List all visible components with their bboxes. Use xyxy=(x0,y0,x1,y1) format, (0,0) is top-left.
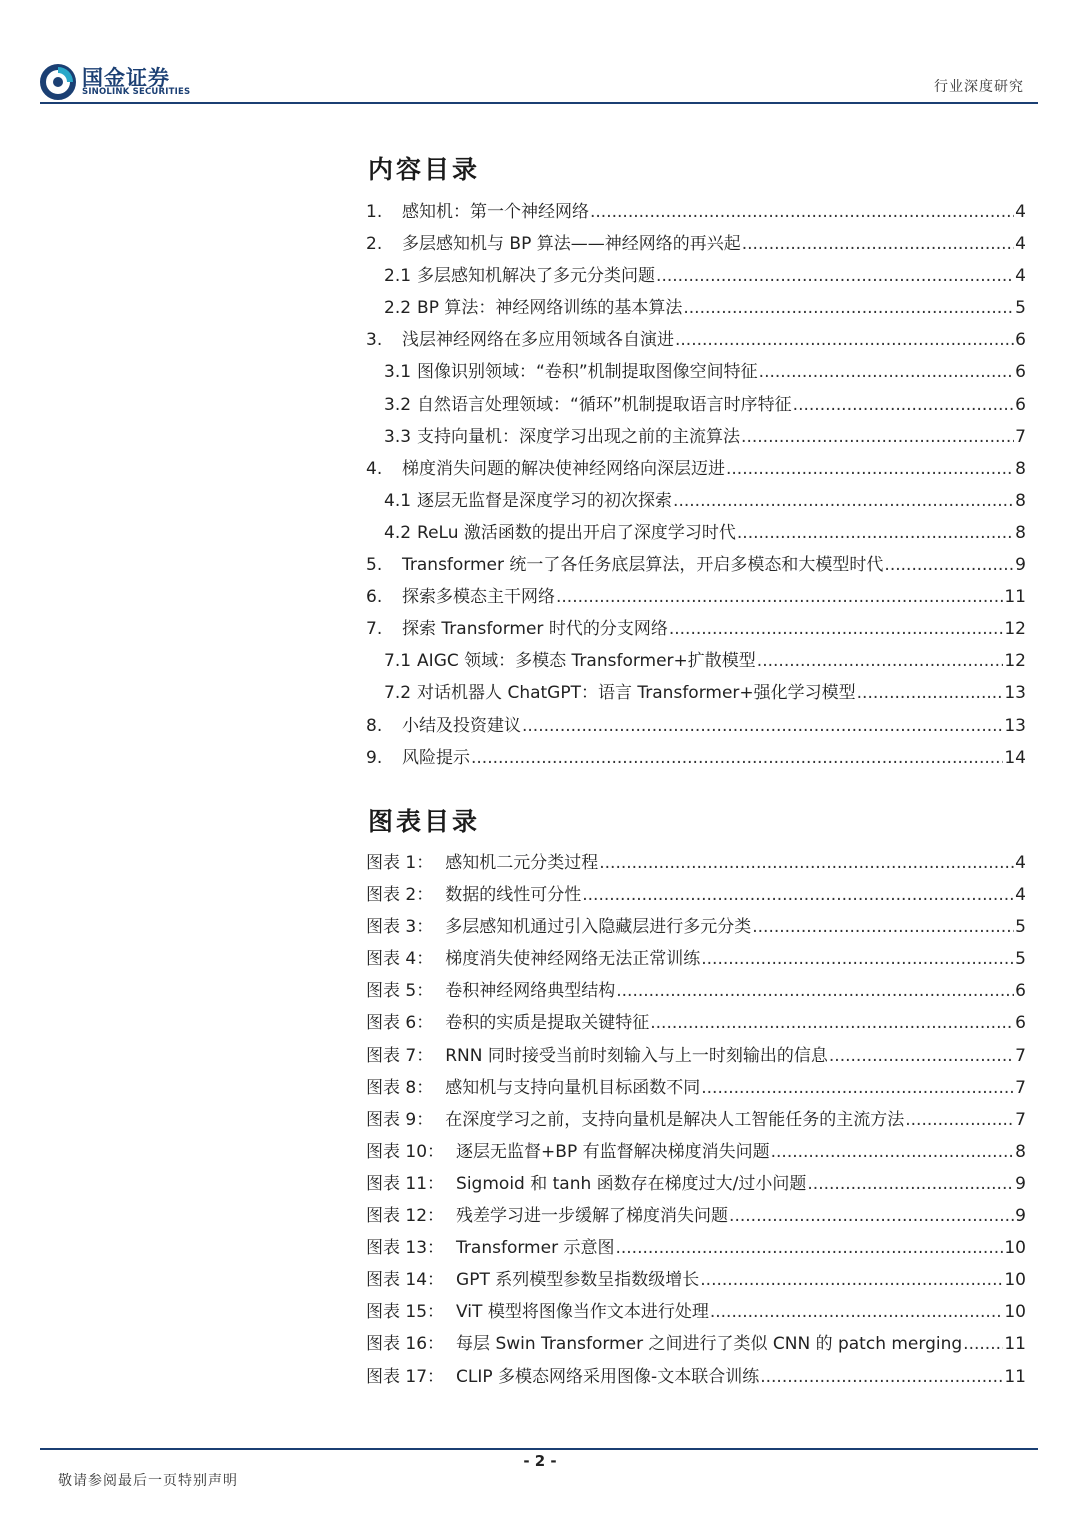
entry-title: 梯度消失问题的解决使神经网络向深层迈进 xyxy=(402,458,725,479)
entry-title: 图像识别领域：“卷积”机制提取图像空间特征 xyxy=(417,362,758,383)
entry-page-number: 6 xyxy=(1015,330,1026,351)
header-divider xyxy=(40,102,1038,104)
dot-leader xyxy=(590,202,1014,222)
dot-leader xyxy=(857,683,1004,703)
entry-page-number: 6 xyxy=(1015,981,1026,1002)
dot-leader xyxy=(757,651,1004,671)
entry-page-number: 4 xyxy=(1015,853,1026,873)
entry-number: 7.2 xyxy=(384,683,412,704)
toc-entry[interactable] xyxy=(366,582,1026,614)
entry-title: 卷积的实质是提取关键特征 xyxy=(445,1013,650,1034)
entry-title: Sigmoid 和 tanh 函数存在梯度过大/过小问题 xyxy=(456,1173,807,1194)
entry-page-number: 10 xyxy=(1004,1270,1026,1291)
entry-page-number: 13 xyxy=(1004,715,1026,736)
entry-number: 图表 17： xyxy=(366,1366,445,1387)
dot-leader xyxy=(742,234,1014,254)
entry-number: 图表 10： xyxy=(366,1141,445,1162)
contents-title: 内容目录 xyxy=(368,155,481,184)
dot-leader xyxy=(615,1238,1003,1258)
entry-title: CLIP 多模态网络采用图像-文本联合训练 xyxy=(456,1366,760,1387)
entry-page-number: 12 xyxy=(1004,619,1026,640)
entry-page-number: 9 xyxy=(1015,1173,1026,1194)
entry-title: 卷积神经网络典型结构 xyxy=(445,981,616,1002)
figure-entry[interactable] xyxy=(366,976,1026,1008)
entry-number: 图表 7： xyxy=(366,1045,434,1066)
entry-title: ViT 模型将图像当作文本进行处理 xyxy=(456,1302,709,1323)
entry-number: 图表 13： xyxy=(366,1238,445,1259)
entry-number: 3.2 xyxy=(384,394,412,415)
entry-page-number: 9 xyxy=(1015,555,1026,576)
entry-number: 3. xyxy=(366,330,383,351)
entry-page-number: 11 xyxy=(1004,1366,1026,1387)
entry-number: 4. xyxy=(366,458,383,479)
toc-entry[interactable] xyxy=(366,422,1026,454)
toc-entry[interactable] xyxy=(366,229,1026,261)
entry-title: 每层 Swin Transformer 之间进行了类似 CNN 的 patch merging xyxy=(456,1334,963,1355)
entry-page-number: 8 xyxy=(1015,1141,1026,1162)
dot-leader xyxy=(673,491,1014,511)
figure-entry[interactable] xyxy=(366,1169,1026,1201)
dot-leader xyxy=(522,716,1003,736)
entry-title: RNN 同时接受当前时刻输入与上一时刻输出的信息 xyxy=(445,1045,828,1066)
dot-leader xyxy=(807,1174,1014,1194)
entry-number: 图表 3： xyxy=(366,917,434,938)
entry-page-number: 11 xyxy=(1004,1334,1026,1355)
figure-entry[interactable] xyxy=(366,1201,1026,1233)
entry-page-number: 14 xyxy=(1004,747,1026,768)
entry-title: 数据的线性可分性 xyxy=(445,885,582,906)
entry-page-number: 8 xyxy=(1015,490,1026,511)
toc-entry[interactable] xyxy=(366,325,1026,357)
entry-title: 多层感知机解决了多元分类问题 xyxy=(417,266,656,287)
disclaimer: 敬请参阅最后一页特别声明 xyxy=(58,1473,238,1489)
toc-entry[interactable] xyxy=(366,743,1026,775)
report-type: 行业深度研究 xyxy=(934,79,1024,95)
figure-entry[interactable] xyxy=(366,912,1026,944)
dot-leader xyxy=(471,748,1003,768)
entry-page-number: 4 xyxy=(1015,885,1026,906)
toc-entry[interactable] xyxy=(366,614,1026,646)
toc-entry[interactable] xyxy=(366,550,1026,582)
entry-page-number: 6 xyxy=(1015,394,1026,415)
entry-number: 7. xyxy=(366,619,383,640)
dot-leader xyxy=(829,1046,1014,1066)
dot-leader xyxy=(599,853,1014,873)
figures-list xyxy=(366,848,1026,1394)
entry-number: 图表 16： xyxy=(366,1334,445,1355)
figure-entry[interactable] xyxy=(366,1073,1026,1105)
entry-number: 7.1 xyxy=(384,651,412,672)
dot-leader xyxy=(752,917,1014,937)
entry-number: 4.2 xyxy=(384,522,412,543)
entry-title: 在深度学习之前，支持向量机是解决人工智能任务的主流方法 xyxy=(445,1109,905,1130)
dot-leader xyxy=(675,330,1014,350)
brand-name-en: SINOLINK SECURITIES xyxy=(82,87,191,97)
dot-leader xyxy=(616,981,1014,1001)
entry-number: 1. xyxy=(366,202,383,222)
entry-page-number: 4 xyxy=(1015,234,1026,255)
entry-page-number: 4 xyxy=(1015,266,1026,287)
entry-title: 探索多模态主干网络 xyxy=(402,587,555,608)
entry-number: 图表 8： xyxy=(366,1077,434,1098)
dot-leader xyxy=(669,619,1004,639)
entry-title: 浅层神经网络在多应用领域各自演进 xyxy=(402,330,674,351)
entry-number: 2.1 xyxy=(384,266,412,287)
sinolink-logo-icon xyxy=(40,64,76,100)
entry-number: 图表 15： xyxy=(366,1302,445,1323)
entry-title: 自然语言处理领域：“循环”机制提取语言时序特征 xyxy=(417,394,792,415)
entry-title: Transformer 统一了各任务底层算法，开启多模态和大模型时代 xyxy=(402,555,884,576)
entry-title: 逐层无监督+BP 有监督解决梯度消失问题 xyxy=(456,1141,770,1162)
figure-entry[interactable] xyxy=(366,1233,1026,1265)
figure-entry[interactable] xyxy=(366,1265,1026,1297)
entry-page-number: 6 xyxy=(1015,362,1026,383)
entry-number: 2. xyxy=(366,234,383,255)
entry-number: 3.3 xyxy=(384,426,412,447)
entry-page-number: 4 xyxy=(1015,202,1026,222)
entry-number: 图表 9： xyxy=(366,1109,434,1130)
entry-page-number: 5 xyxy=(1015,917,1026,938)
dot-leader xyxy=(771,1142,1015,1162)
dot-leader xyxy=(710,1302,1004,1322)
entry-page-number: 11 xyxy=(1004,587,1026,608)
dot-leader xyxy=(683,298,1014,318)
figure-entry[interactable] xyxy=(366,1362,1026,1394)
toc-entry[interactable] xyxy=(366,711,1026,743)
dot-leader xyxy=(582,885,1014,905)
toc-entry[interactable] xyxy=(366,293,1026,325)
entry-number: 9. xyxy=(366,747,383,768)
entry-page-number: 7 xyxy=(1015,1109,1026,1130)
entry-title: 残差学习进一步缓解了梯度消失问题 xyxy=(456,1206,729,1227)
entry-title: 风险提示 xyxy=(402,747,470,768)
figure-entry[interactable] xyxy=(366,1105,1026,1137)
entry-number: 图表 5： xyxy=(366,981,434,1002)
dot-leader xyxy=(905,1110,1014,1130)
entry-title: 多层感知机通过引入隐藏层进行多元分类 xyxy=(445,917,752,938)
entry-number: 4.1 xyxy=(384,490,412,511)
entry-title: ReLu 激活函数的提出开启了深度学习时代 xyxy=(417,522,736,543)
entry-page-number: 13 xyxy=(1004,683,1026,704)
entry-number: 5. xyxy=(366,555,383,576)
dot-leader xyxy=(759,362,1015,382)
entry-number: 3.1 xyxy=(384,362,412,383)
dot-leader xyxy=(884,555,1014,575)
entry-number: 图表 1： xyxy=(366,853,434,873)
dot-leader xyxy=(726,459,1014,479)
entry-page-number: 5 xyxy=(1015,949,1026,970)
dot-leader xyxy=(793,395,1015,415)
toc-entry[interactable] xyxy=(366,646,1026,678)
toc-entry[interactable] xyxy=(366,454,1026,486)
entry-number: 2.2 xyxy=(384,298,412,319)
dot-leader xyxy=(760,1367,1003,1387)
dot-leader xyxy=(556,587,1003,607)
entry-page-number: 10 xyxy=(1004,1302,1026,1323)
page-header xyxy=(40,58,1038,104)
entry-page-number: 9 xyxy=(1015,1206,1026,1227)
dot-leader xyxy=(741,427,1014,447)
footer-divider xyxy=(40,1448,1038,1450)
toc-entry[interactable] xyxy=(366,518,1026,550)
brand-name-cn: 国金证券 xyxy=(82,66,170,90)
figure-entry[interactable] xyxy=(366,1297,1026,1329)
entry-number: 图表 2： xyxy=(366,885,434,906)
dot-leader xyxy=(963,1334,1003,1354)
entry-title: Transformer 示意图 xyxy=(456,1238,615,1259)
toc-entry[interactable] xyxy=(366,486,1026,518)
dot-leader xyxy=(701,1078,1014,1098)
entry-title: 小结及投资建议 xyxy=(402,715,521,736)
entry-title: AIGC 领域：多模态 Transformer+扩散模型 xyxy=(417,651,756,672)
figure-entry[interactable] xyxy=(366,880,1026,912)
entry-title: 对话机器人 ChatGPT：语言 Transformer+强化学习模型 xyxy=(417,683,856,704)
entry-page-number: 5 xyxy=(1015,298,1026,319)
entry-page-number: 8 xyxy=(1015,522,1026,543)
dot-leader xyxy=(737,523,1014,543)
entry-number: 8. xyxy=(366,715,383,736)
toc-entry[interactable] xyxy=(366,357,1026,389)
entry-page-number: 7 xyxy=(1015,1045,1026,1066)
figure-entry[interactable] xyxy=(366,1329,1026,1361)
figure-entry[interactable] xyxy=(366,944,1026,976)
entry-number: 图表 12： xyxy=(366,1206,445,1227)
entry-title: 感知机与支持向量机目标函数不同 xyxy=(445,1077,701,1098)
entry-page-number: 12 xyxy=(1004,651,1026,672)
entry-number: 6. xyxy=(366,587,383,608)
dot-leader xyxy=(650,1013,1014,1033)
toc-entry[interactable] xyxy=(366,678,1026,710)
toc-entry[interactable] xyxy=(366,261,1026,293)
entry-page-number: 10 xyxy=(1004,1238,1026,1259)
entry-page-number: 7 xyxy=(1015,1077,1026,1098)
dot-leader xyxy=(701,949,1014,969)
entry-title: 感知机二元分类过程 xyxy=(445,853,599,873)
figures-title: 图表目录 xyxy=(368,807,481,836)
entry-number: 图表 6： xyxy=(366,1013,434,1034)
entry-title: 感知机：第一个神经网络 xyxy=(402,202,589,222)
dot-leader xyxy=(729,1206,1014,1226)
entry-title: GPT 系列模型参数呈指数级增长 xyxy=(456,1270,700,1291)
entry-title: 逐层无监督是深度学习的初次探索 xyxy=(417,490,673,511)
dot-leader xyxy=(700,1270,1003,1290)
figure-entry[interactable] xyxy=(366,848,1026,880)
page-number: - 2 - xyxy=(523,1452,557,1470)
entry-title: 梯度消失使神经网络无法正常训练 xyxy=(445,949,701,970)
figure-entry[interactable] xyxy=(366,1137,1026,1169)
entry-title: BP 算法：神经网络训练的基本算法 xyxy=(417,298,683,319)
figure-entry[interactable] xyxy=(366,1008,1026,1040)
toc-entry[interactable] xyxy=(366,390,1026,422)
toc-entry[interactable] xyxy=(366,197,1026,229)
entry-page-number: 7 xyxy=(1015,426,1026,447)
entry-number: 图表 11： xyxy=(366,1173,445,1194)
figure-entry[interactable] xyxy=(366,1041,1026,1073)
entry-number: 图表 4： xyxy=(366,949,434,970)
entry-title: 多层感知机与 BP 算法——神经网络的再兴起 xyxy=(402,234,741,255)
entry-number: 图表 14： xyxy=(366,1270,445,1291)
entry-page-number: 6 xyxy=(1015,1013,1026,1034)
entry-title: 支持向量机：深度学习出现之前的主流算法 xyxy=(417,426,741,447)
contents-list xyxy=(366,197,1026,775)
entry-title: 探索 Transformer 时代的分支网络 xyxy=(402,619,668,640)
entry-page-number: 8 xyxy=(1015,458,1026,479)
dot-leader xyxy=(656,266,1014,286)
